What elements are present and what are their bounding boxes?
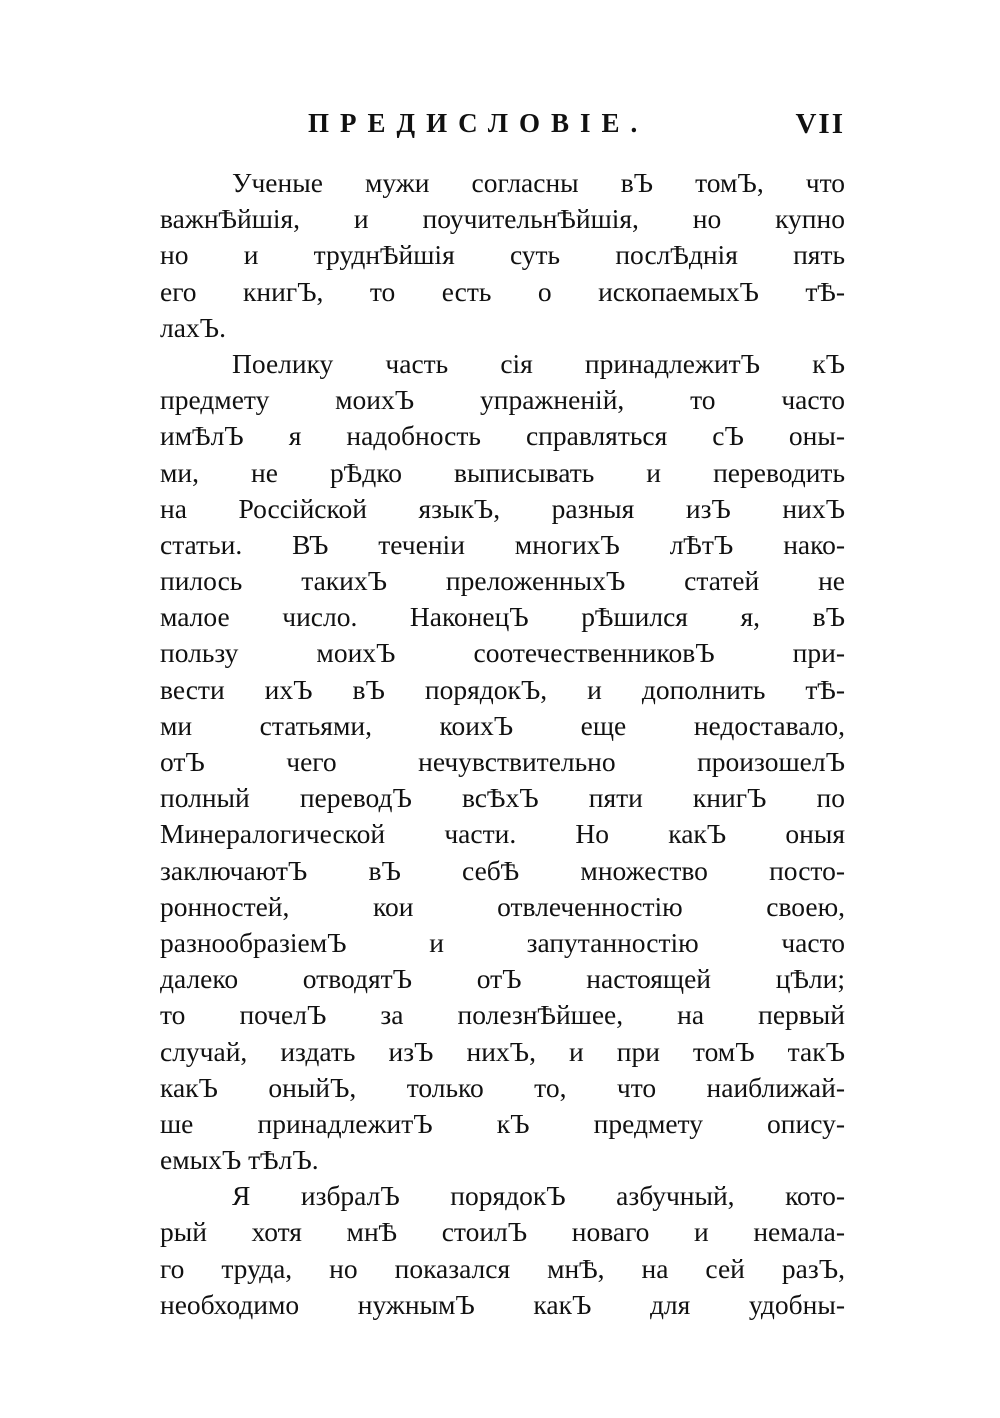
- text-line: вести ихЪ вЪ порядокЪ, и дополнить тѢ-: [160, 673, 845, 705]
- text-line: полный переводЪ всѢхЪ пяти книгЪ по: [160, 782, 845, 814]
- text-line: далеко отводятЪ отЪ настоящей цѢли;: [160, 963, 845, 995]
- text-line: необходимо нужнымЪ какЪ для удобны-: [160, 1288, 845, 1320]
- text-line: рый хотя мнѢ стоилЪ новаго и немала-: [160, 1216, 845, 1248]
- text-line: предмету моихЪ упражненій, то часто: [160, 384, 845, 416]
- text-line: на Россійской языкЪ, разныя изЪ нихЪ: [160, 492, 845, 524]
- text-line: ми статьями, коихЪ еще недоставало,: [160, 709, 845, 741]
- text-line: статьи. ВЪ теченіи многихЪ лѢтЪ нако-: [160, 528, 845, 560]
- text-line: ше принадлежитЪ кЪ предмету опису-: [160, 1107, 845, 1139]
- running-head-title: ПРЕДИСЛОВІЕ.: [308, 108, 649, 138]
- running-head: [160, 108, 845, 148]
- text-line: разнообразіемЪ и запутанностію часто: [160, 926, 845, 958]
- text-line: отЪ чего нечувствительно произошелЪ: [160, 746, 845, 777]
- text-line: какЪ оныйЪ, только то, что наиближай-: [160, 1071, 845, 1103]
- text-line: малое число. НаконецЪ рѢшился я, вЪ: [160, 601, 845, 633]
- text-line: Поелику часть сія принадлежитЪ кЪ: [232, 347, 845, 379]
- text-line: го труда, но показался мнѢ, на сей разЪ,: [160, 1252, 845, 1284]
- text-line: Я избралЪ порядокЪ азбучный, кото-: [232, 1180, 845, 1212]
- text-line: Минералогической части. Но какЪ оныя: [160, 818, 845, 850]
- text-line: емыхЪ тѢлЪ.: [160, 1144, 319, 1176]
- body-text: [160, 165, 845, 1323]
- text-line: его книгЪ, то есть о ископаемыхЪ тѢ-: [160, 275, 845, 307]
- text-line: имѢлЪ я надобность справляться сЪ оны-: [160, 420, 845, 452]
- page-number: VII: [795, 108, 845, 140]
- text-line: важнѢйшія, и поучительнѢйшія, но купно: [160, 203, 845, 235]
- text-line: Ученые мужи согласны вЪ томЪ, что: [232, 167, 845, 198]
- text-line: ронностей, кои отвлеченностію своею,: [160, 890, 845, 922]
- text-line: пользу моихЪ соотечественниковЪ при-: [160, 637, 845, 669]
- text-line: пилось такихЪ преложенныхЪ статей не: [160, 565, 845, 597]
- text-line: заключаютЪ вЪ себѢ множество посто-: [160, 854, 845, 886]
- text-line: но и труднѢйшія суть послѢднія пять: [160, 239, 845, 271]
- text-line: случай, издать изЪ нихЪ, и при томЪ такЪ: [160, 1035, 845, 1067]
- text-line: то почелЪ за полезнѢйшее, на первый: [160, 999, 845, 1031]
- text-line: лахЪ.: [160, 311, 226, 343]
- text-line: ми, не рѢдко выписывать и переводить: [160, 456, 845, 488]
